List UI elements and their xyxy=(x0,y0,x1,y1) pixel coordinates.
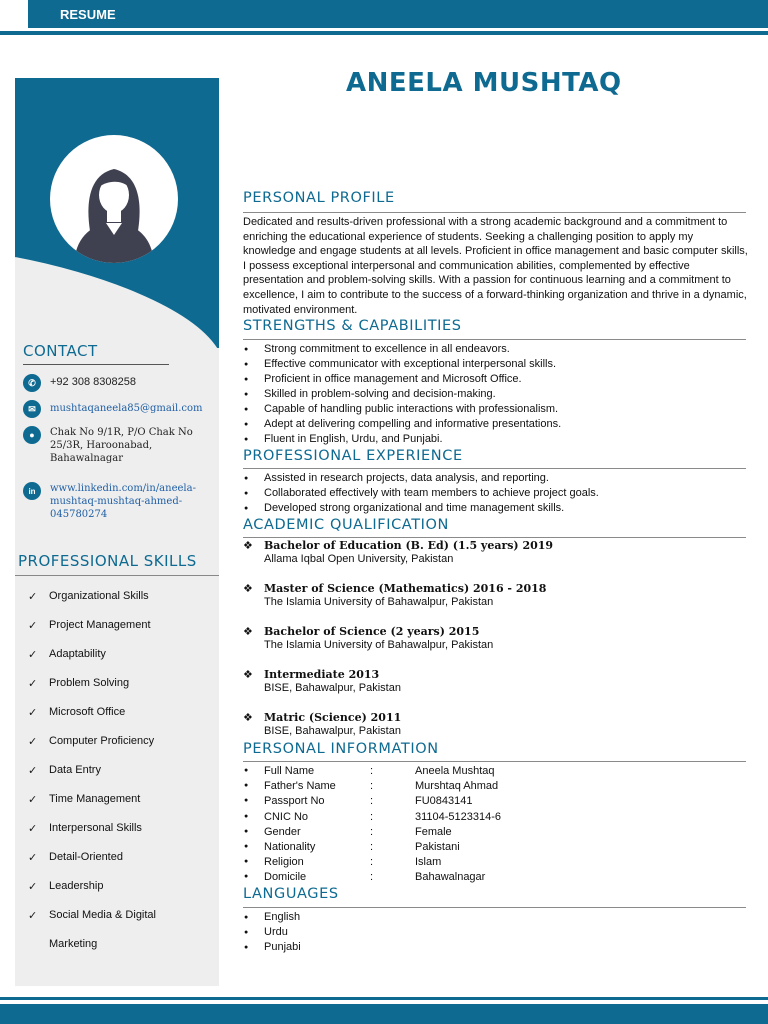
degree: Bachelor of Education (B. Ed) (1.5 years) 2019 xyxy=(264,539,554,552)
check-icon: ✓ xyxy=(28,765,38,777)
academic-rule xyxy=(243,537,746,538)
check-icon: ✓ xyxy=(28,794,38,806)
strengths-rule xyxy=(243,339,746,340)
avatar xyxy=(50,135,178,263)
experience-title: PROFESSIONAL EXPERIENCE xyxy=(243,448,463,464)
contact-address xyxy=(23,426,213,465)
mail-icon: ✉ xyxy=(23,400,41,418)
experience-list xyxy=(243,471,748,516)
list-item: ● Punjabi xyxy=(243,940,748,955)
personal-info-table xyxy=(243,765,748,887)
address-line: Bahawalnagar xyxy=(50,453,123,464)
linkedin-icon: in xyxy=(23,482,41,500)
diamond-bullet-icon: ❖ xyxy=(243,711,253,724)
location-icon: ● xyxy=(23,426,41,444)
contact-linkedin[interactable] xyxy=(23,482,213,521)
linkedin-line: www.linkedin.com/in/aneela- xyxy=(50,483,196,494)
academic-item xyxy=(243,539,748,565)
personal-info-title: PERSONAL INFORMATION xyxy=(243,741,439,757)
header-band xyxy=(28,0,768,28)
skill-item: ✓ Interpersonal Skills xyxy=(25,822,215,851)
academic-item xyxy=(243,668,748,694)
phone-icon: ✆ xyxy=(23,374,41,392)
skill-item: ✓ Organizational Skills xyxy=(25,590,215,619)
profile-title: PERSONAL PROFILE xyxy=(243,190,395,206)
skill-item: ✓ Detail-Oriented xyxy=(25,851,215,880)
diamond-bullet-icon: ❖ xyxy=(243,668,253,681)
sidebar xyxy=(15,78,219,986)
user-silhouette-icon xyxy=(50,135,178,263)
header-left-block xyxy=(0,0,26,28)
info-row: ● Domicile : Bahawalnagar xyxy=(244,871,486,884)
skill-item: ✓ Microsoft Office xyxy=(25,706,215,735)
profile-text: Dedicated and results-driven professional with a strong academic background and a commitment to enriching the educational experience of students. Seeking a challenging position to apply my knowledge and engage students at all levels. Proficient in office management and basic computer skills, I possess exceptional interpersonal and communication abilities, complemented by effective presentation and problem-solving skills. With a passion for continuous learning and a commitment to excellence, I aim to contribute to the success of a forward-thinking organization and thrive in a dynamic, motivated environment. xyxy=(243,216,748,316)
linkedin-link[interactable] xyxy=(50,482,196,521)
skills-rule xyxy=(15,575,219,576)
skill-item: ✓ Social Media & Digital xyxy=(25,909,215,938)
list-item: ● Adept at delivering compelling and informative presentations. xyxy=(243,417,748,432)
skill-item: ✓ Leadership xyxy=(25,880,215,909)
skill-item: ✓ Time Management xyxy=(25,793,215,822)
list-item: ● Urdu xyxy=(243,925,748,940)
skill-item-continued: Marketing xyxy=(49,938,98,950)
institution: Allama Iqbal Open University, Pakistan xyxy=(264,553,454,565)
check-icon: ✓ xyxy=(28,620,38,632)
footer-bar xyxy=(0,1004,768,1024)
info-row: ● Gender : Female xyxy=(244,825,452,838)
contact-rule xyxy=(23,364,169,365)
experience-rule xyxy=(243,468,746,469)
list-item: ● Proficient in office management and Microsoft Office. xyxy=(243,372,748,387)
skill-item: ✓ Adaptability xyxy=(25,648,215,677)
info-row: ● Passport No : FU0843141 xyxy=(244,795,473,808)
contact-email[interactable] xyxy=(23,400,213,418)
list-item: ● Effective communicator with exceptional interpersonal skills. xyxy=(243,357,748,372)
contact-phone xyxy=(23,374,213,392)
degree: Matric (Science) 2011 xyxy=(264,711,402,724)
academic-item xyxy=(243,711,748,737)
address-text xyxy=(50,426,193,465)
diamond-bullet-icon: ❖ xyxy=(243,539,253,552)
check-icon: ✓ xyxy=(28,881,38,893)
check-icon: ✓ xyxy=(28,852,38,864)
degree: Intermediate 2013 xyxy=(264,668,380,681)
check-icon: ✓ xyxy=(28,823,38,835)
skills-list xyxy=(25,590,215,967)
skill-item: ✓ Problem Solving xyxy=(25,677,215,706)
institution: The Islamia University of Bahawalpur, Pakistan xyxy=(264,639,494,651)
check-icon: ✓ xyxy=(28,707,38,719)
list-item: ● Collaborated effectively with team members to achieve project goals. xyxy=(243,486,748,501)
info-row: ● CNIC No : 31104-5123314-6 xyxy=(244,810,502,823)
info-row: ● Full Name : Aneela Mushtaq xyxy=(244,765,495,777)
header-rule xyxy=(0,31,768,35)
sidebar-header-shape xyxy=(15,78,219,348)
candidate-name: ANEELA MUSHTAQ xyxy=(346,68,622,98)
check-icon: ✓ xyxy=(28,649,38,661)
list-item: ● Skilled in problem-solving and decision-making. xyxy=(243,387,748,402)
check-icon: ✓ xyxy=(28,910,38,922)
degree: Bachelor of Science (2 years) 2015 xyxy=(264,625,480,638)
languages-rule xyxy=(243,907,746,908)
skill-item: ✓ Data Entry xyxy=(25,764,215,793)
email-link[interactable]: mushtaqaneela85@gmail.com xyxy=(50,403,203,414)
list-item: ● Capable of handling public interactions with professionalism. xyxy=(243,402,748,417)
check-icon: ✓ xyxy=(28,678,38,690)
check-icon: ✓ xyxy=(28,736,38,748)
address-line: Chak No 9/1R, P/O Chak No xyxy=(50,427,193,438)
skills-title: PROFESSIONAL SKILLS xyxy=(18,552,197,570)
address-line: 25/3R, Haroonabad, xyxy=(50,440,153,451)
header-label: RESUME xyxy=(60,7,116,22)
list-item: ● Developed strong organizational and time management skills. xyxy=(243,501,748,516)
check-icon: ✓ xyxy=(28,591,38,603)
strengths-list xyxy=(243,342,748,447)
phone-number: +92 308 8308258 xyxy=(50,376,136,388)
academic-item xyxy=(243,582,748,608)
footer-rule xyxy=(0,997,768,1000)
institution: BISE, Bahawalpur, Pakistan xyxy=(264,682,401,694)
languages-list xyxy=(243,910,748,955)
diamond-bullet-icon: ❖ xyxy=(243,625,253,638)
top-header-bar xyxy=(0,0,768,28)
languages-title: LANGUAGES xyxy=(243,886,339,902)
list-item: ● Strong commitment to excellence in all endeavors. xyxy=(243,342,748,357)
info-row: ● Father's Name : Murshtaq Ahmad xyxy=(244,780,499,793)
info-row: ● Religion : Islam xyxy=(244,856,442,869)
strengths-title: STRENGTHS & CAPABILITIES xyxy=(243,318,462,334)
degree: Master of Science (Mathematics) 2016 - 2018 xyxy=(264,582,547,595)
info-row: ● Nationality : Pakistani xyxy=(244,840,460,853)
profile-rule xyxy=(243,212,746,213)
personal-info-rule xyxy=(243,761,746,762)
academic-item xyxy=(243,625,748,651)
institution: BISE, Bahawalpur, Pakistan xyxy=(264,725,401,737)
academic-title: ACADEMIC QUALIFICATION xyxy=(243,517,449,533)
diamond-bullet-icon: ❖ xyxy=(243,582,253,595)
institution: The Islamia University of Bahawalpur, Pakistan xyxy=(264,596,494,608)
contact-title: CONTACT xyxy=(23,342,98,360)
linkedin-line: 045780274 xyxy=(50,509,108,520)
linkedin-line: mushtaq-mushtaq-ahmed- xyxy=(50,496,183,507)
list-item: ● English xyxy=(243,910,748,925)
skill-item: ✓ Computer Proficiency xyxy=(25,735,215,764)
list-item: ● Assisted in research projects, data analysis, and reporting. xyxy=(243,471,748,486)
list-item: ● Fluent in English, Urdu, and Punjabi. xyxy=(243,432,748,447)
skill-item: ✓ Project Management xyxy=(25,619,215,648)
